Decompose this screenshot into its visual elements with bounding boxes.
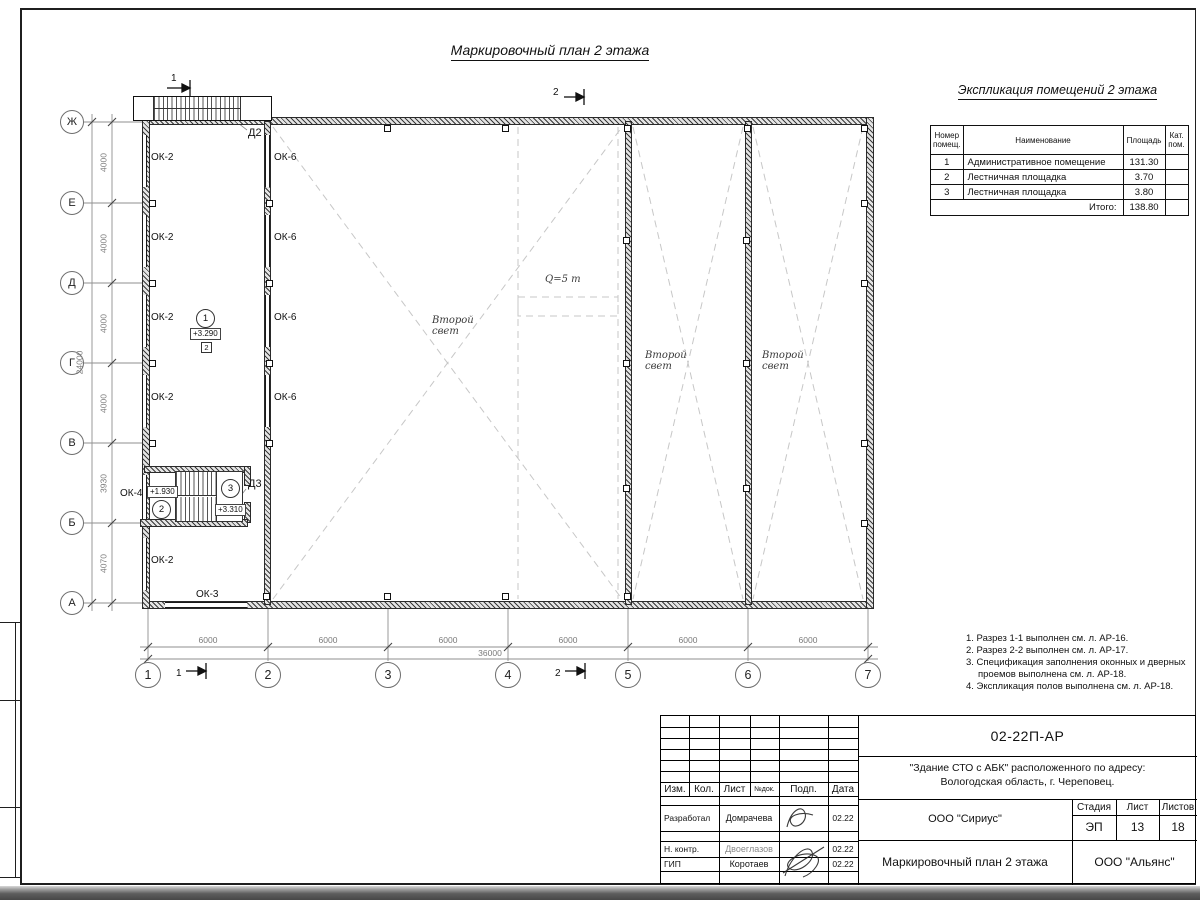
window-ok6	[265, 295, 270, 347]
section-mark-2: 2	[555, 668, 561, 679]
tb-date: 02.22	[832, 812, 854, 823]
window-tag-ok2: ОК-2	[151, 392, 174, 403]
dimension-label: 4070	[98, 554, 109, 573]
total-category	[1165, 200, 1188, 216]
floor-type-mark: 2	[201, 342, 212, 353]
note-item: 1. Разрез 1-1 выполнен см. л. АР-16.	[966, 633, 1129, 644]
window-ok2	[142, 215, 147, 267]
second-light-label: Второй свет	[432, 315, 474, 337]
window-ok2	[142, 375, 147, 427]
section-mark-2: 2	[553, 87, 559, 98]
table-row	[931, 185, 1189, 200]
column-marker	[743, 485, 750, 492]
dimension-label: 6000	[558, 635, 578, 645]
wall-bottom	[143, 602, 873, 608]
window-ok3	[165, 602, 247, 608]
document-number: 02-22П-АР	[990, 727, 1065, 744]
column-marker	[624, 125, 631, 132]
tb-name: Коротаев	[729, 858, 769, 869]
axis-bubble-row: Д	[60, 271, 84, 295]
elevation-mark: +3.310	[215, 504, 246, 516]
signatures	[661, 716, 1197, 885]
column-marker	[861, 440, 868, 447]
object-name-line2: Вологодская область, г. Череповец.	[940, 776, 1115, 788]
section-mark-1: 1	[176, 668, 182, 679]
axis-bubble-col: 2	[255, 662, 281, 688]
tb-name: Домрачева	[725, 812, 773, 823]
tb-col-ndoc: №док.	[754, 785, 775, 793]
stage-value: ЭП	[1085, 820, 1103, 834]
column-marker	[861, 200, 868, 207]
dimension-label: 6000	[318, 635, 338, 645]
column-marker	[744, 125, 751, 132]
dimension-label: 3930	[98, 474, 109, 493]
stair-flight-lower	[176, 497, 216, 521]
cell-room-category	[1165, 170, 1188, 185]
cell-room-area: 3.70	[1123, 170, 1165, 185]
column-marker	[149, 200, 156, 207]
column-marker	[266, 440, 273, 447]
column-marker	[263, 593, 270, 600]
column-marker	[266, 200, 273, 207]
column-marker	[384, 125, 391, 132]
title-block	[660, 715, 1196, 884]
col-header-category: Кат. пом.	[1165, 126, 1188, 155]
axis-bubble-row: Г	[60, 351, 84, 375]
cell-room-category	[1165, 185, 1188, 200]
window-tag-ok4: ОК-4	[120, 488, 143, 499]
axis-bubble-col: 7	[855, 662, 881, 688]
column-marker	[149, 360, 156, 367]
section-mark-1: 1	[171, 73, 177, 84]
tb-col-data: Дата	[831, 783, 855, 795]
cell-room-name: Лестничная площадка	[963, 185, 1123, 200]
axis-bubble-col: 5	[615, 662, 641, 688]
window-tag-ok2: ОК-2	[151, 152, 174, 163]
table-header-row	[931, 126, 1189, 155]
dimension-label: 6000	[678, 635, 698, 645]
window-ok6	[265, 135, 270, 187]
dimension-total-label: 24000	[74, 350, 85, 375]
wall-right	[867, 118, 873, 608]
window-tag-ok2: ОК-2	[151, 312, 174, 323]
tb-col-podp: Подп.	[790, 783, 817, 795]
note-item: 4. Экспликация полов выполнена см. л. АР-18.	[966, 681, 1174, 692]
dimension-label: 4000	[98, 314, 109, 333]
sheet-number: 13	[1130, 820, 1145, 834]
tb-col-izm: Изм.	[664, 783, 686, 795]
column-marker	[384, 593, 391, 600]
dimension-label: 6000	[798, 635, 818, 645]
dimension-label: 6000	[198, 635, 218, 645]
crane-capacity-label: Q=5 т	[545, 274, 581, 285]
cell-room-name: Административное помещение	[963, 155, 1123, 170]
table-row	[931, 155, 1189, 170]
page-title-text: Маркировочный план 2 этажа	[451, 42, 650, 61]
column-marker	[266, 280, 273, 287]
stair-flight-upper	[176, 472, 216, 496]
column-marker	[266, 360, 273, 367]
cell-room-category	[1165, 155, 1188, 170]
dimension-label: 4000	[98, 153, 109, 172]
axis-bubble-col: 4	[495, 662, 521, 688]
total-label: Итого:	[931, 200, 1124, 216]
dimension-label: 6000	[438, 635, 458, 645]
tb-col-kol: Кол.	[694, 783, 714, 795]
object-name-line1: "Здание СТО с АБК" расположенного по адресу:	[909, 761, 1146, 774]
stair-stringer-line	[153, 108, 241, 109]
window-tag-ok6: ОК-6	[274, 232, 297, 243]
column-marker	[623, 360, 630, 367]
stage-label: Стадия	[1076, 801, 1112, 813]
axis-bubble-row: Е	[60, 191, 84, 215]
room-number-3: 3	[221, 479, 240, 498]
col-header-room-number: Номер помещ.	[931, 126, 964, 155]
table-total-row	[931, 200, 1189, 216]
window-tag-ok2: ОК-2	[151, 555, 174, 566]
design-org: ООО "Сириус"	[928, 813, 1002, 825]
axis-bubble-row: Б	[60, 511, 84, 535]
col-header-area: Площадь	[1123, 126, 1165, 155]
explication-table	[930, 125, 1189, 216]
note-item: 2. Разрез 2-2 выполнен см. л. АР-17.	[966, 645, 1129, 656]
window-tag-ok6: ОК-6	[274, 312, 297, 323]
axis-bubble-row: А	[60, 591, 84, 615]
tb-role: ГИП	[664, 858, 681, 869]
dimension-label: 4000	[98, 394, 109, 413]
tb-date: 02.22	[832, 858, 854, 869]
table-row	[931, 170, 1189, 185]
tb-col-list: Лист	[723, 783, 746, 795]
column-marker	[149, 280, 156, 287]
column-marker	[743, 360, 750, 367]
column-marker	[502, 593, 509, 600]
column-marker	[861, 520, 868, 527]
sheets-total: 18	[1171, 820, 1185, 834]
door-tag-d3: Д3	[248, 478, 262, 490]
axis-bubble-row: Ж	[60, 110, 84, 134]
window-tag-ok6: ОК-6	[274, 392, 297, 403]
tb-name: Двоеглазов	[725, 843, 773, 854]
axis-bubble-col: 3	[375, 662, 401, 688]
second-light-label: Второй свет	[645, 350, 687, 372]
tb-role: Н. контр.	[664, 843, 700, 854]
column-marker	[623, 485, 630, 492]
axis-bubble-row: В	[60, 431, 84, 455]
window-tag-ok6: ОК-6	[274, 152, 297, 163]
cell-room-number: 2	[931, 170, 964, 185]
axis-bubble-col: 6	[735, 662, 761, 688]
sheet-title-cell: Маркировочный план 2 этажа	[882, 855, 1048, 869]
total-area: 138.80	[1123, 200, 1165, 216]
column-marker	[861, 280, 868, 287]
column-marker	[149, 440, 156, 447]
window-ok6	[265, 375, 270, 427]
window-ok2	[142, 295, 147, 347]
tb-date: 02.22	[832, 843, 854, 854]
room-number-1: 1	[196, 309, 215, 328]
axis-bubble-col: 1	[135, 662, 161, 688]
signature-korotaev	[783, 847, 824, 873]
column-marker	[624, 593, 631, 600]
window-ok2	[142, 538, 147, 590]
door-tag-d2: Д2	[248, 127, 262, 139]
window-tag-ok2: ОК-2	[151, 232, 174, 243]
column-marker	[623, 237, 630, 244]
explication-title	[935, 83, 1180, 100]
room-number-2: 2	[152, 500, 171, 519]
window-ok2	[142, 135, 147, 187]
explication-title-text: Экспликация помещений 2 этажа	[958, 83, 1157, 100]
cell-room-number: 3	[931, 185, 964, 200]
cell-room-area: 131.30	[1123, 155, 1165, 170]
sheets-label: Листов	[1161, 801, 1195, 813]
dimension-label: 4000	[98, 234, 109, 253]
second-light-label: Второй свет	[762, 350, 804, 372]
tb-role: Разработал	[664, 812, 711, 823]
window-ok6	[265, 215, 270, 267]
customer-org: ООО "Альянс"	[1094, 855, 1175, 869]
window-tag-ok3: ОК-3	[196, 589, 219, 600]
cell-room-area: 3.80	[1123, 185, 1165, 200]
notes	[966, 633, 1198, 693]
cell-room-number: 1	[931, 155, 964, 170]
col-header-name: Наименование	[963, 126, 1123, 155]
dimension-total-label: 36000	[478, 648, 502, 658]
signature-domracheva	[787, 809, 813, 827]
scan-edge	[0, 886, 1200, 900]
elevation-mark: +1.930	[147, 486, 178, 498]
column-marker	[743, 237, 750, 244]
column-marker	[861, 125, 868, 132]
elevation-mark: +3.290	[190, 328, 221, 340]
column-marker	[502, 125, 509, 132]
sheet-label: Лист	[1126, 801, 1149, 813]
note-item: 3. Спецификация заполнения оконных и дверных проемов выполнена см. л. АР-18.	[966, 657, 1186, 680]
exterior-stair	[133, 96, 272, 121]
cell-room-name: Лестничная площадка	[963, 170, 1123, 185]
